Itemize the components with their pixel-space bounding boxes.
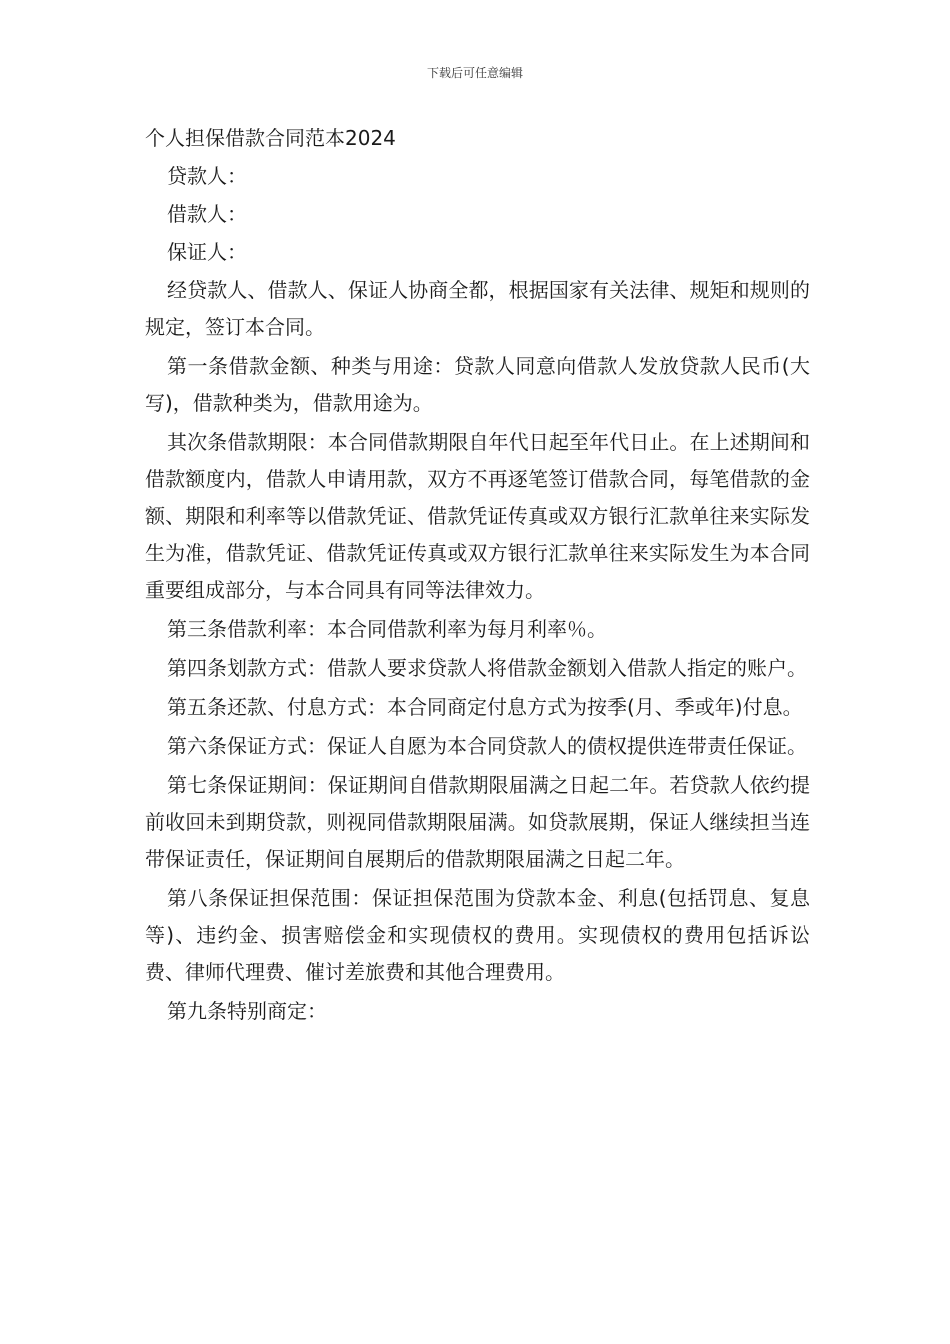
document-body [145,120,810,1032]
document-title: 个人担保借款合同范本2024 [145,126,396,150]
party-borrower: 借款人： [167,202,247,226]
paragraph-preamble: 经贷款人、借款人、保证人协商全都，根据国家有关法律、规矩和规则的规定，签订本合同。 [145,278,810,339]
paragraph-article-5: 第五条还款、付息方式：本合同商定付息方式为按季(月、季或年)付息。 [167,695,803,719]
paragraph-article-8: 第八条保证担保范围：保证担保范围为贷款本金、利息(包括罚息、复息等)、违约金、损害赔偿金和实现债权的费用。实现债权的费用包括诉讼费、律师代理费、催讨差旅费和其他合理费用。 [145,886,810,984]
paragraph-article-6: 第六条保证方式：保证人自愿为本合同贷款人的债权提供连带责任保证。 [167,734,807,758]
paragraph-article-2: 其次条借款期限：本合同借款期限自年代日起至年代日止。在上述期间和借款额度内，借款人申请用款，双方不再逐笔签订借款合同，每笔借款的金额、期限和利率等以借款凭证、借款凭证传真或双方银行汇款单往来实际发生为准，借款凭证、借款凭证传真或双方银行汇款单往来实际发生为本合同重要组成部分，与本合同具有同等法律效力。 [145,430,810,602]
paragraph-article-9: 第九条特别商定： [167,999,327,1023]
paragraph-article-7: 第七条保证期间：保证期间自借款期限届满之日起二年。若贷款人依约提前收回未到期贷款，则视同借款期限届满。如贷款展期，保证人继续担当连带保证责任，保证期间自展期后的借款期限届满之日起二年。 [145,773,810,871]
paragraph-article-4: 第四条划款方式：借款人要求贷款人将借款金额划入借款人指定的账户。 [167,656,807,680]
party-lender: 贷款人： [167,164,247,188]
header-note: 下载后可任意编辑 [426,66,523,80]
paragraph-article-3: 第三条借款利率：本合同借款利率为每月利率％。 [167,617,607,641]
party-guarantor: 保证人： [167,240,247,264]
paragraph-article-1: 第一条借款金额、种类与用途：贷款人同意向借款人发放贷款人民币(大写)，借款种类为，借款用途为。 [145,354,810,415]
